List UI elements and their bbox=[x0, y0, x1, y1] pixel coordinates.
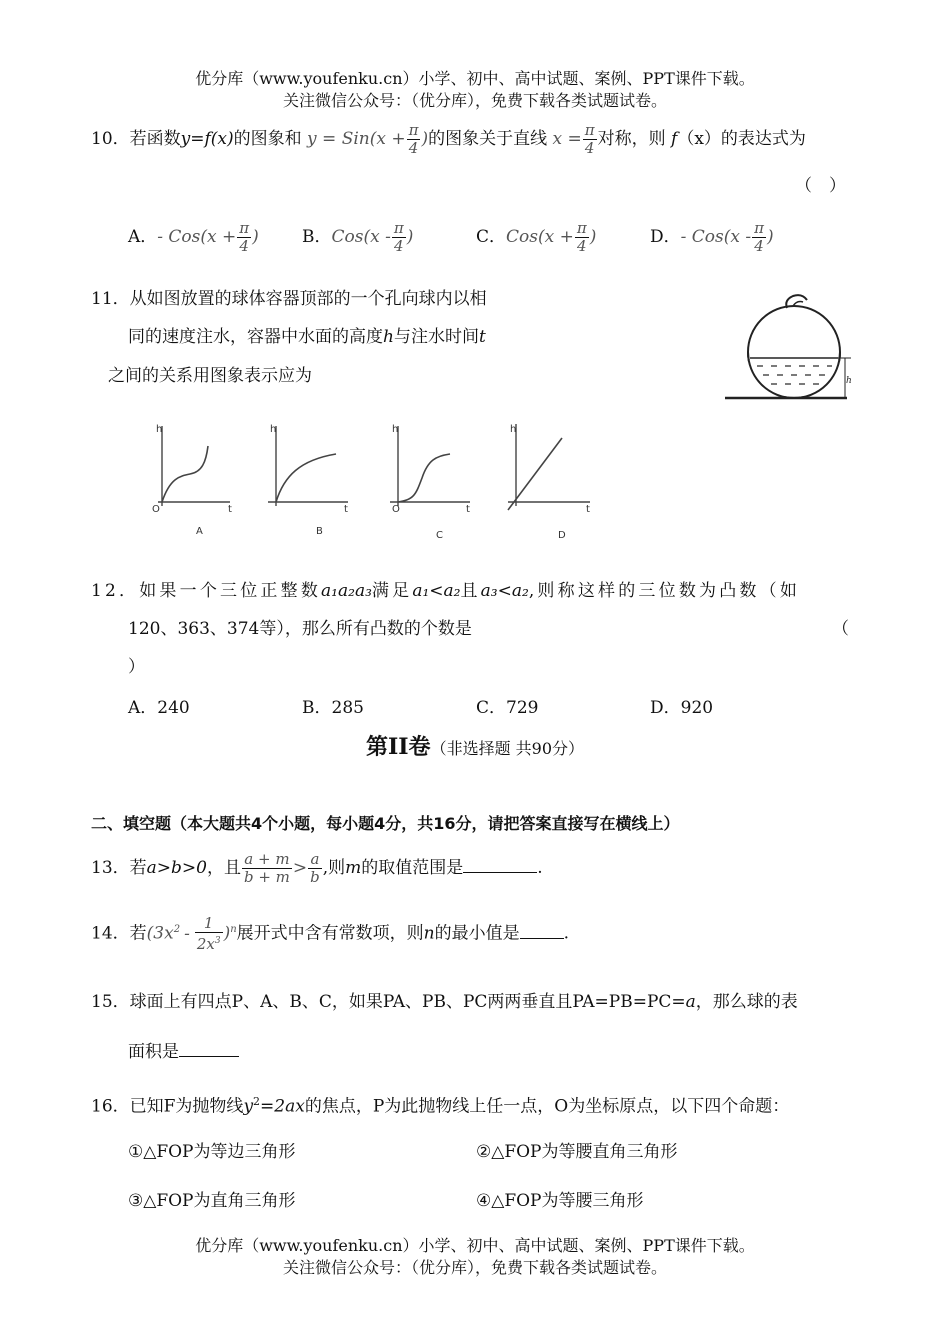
graph-b-label: B bbox=[316, 526, 323, 537]
question-13: 13．若a>b>0，且 $\frac{a + m}{b + m}$ > $\frac{a}{b}$ ,则m的取值范围是 . bbox=[91, 850, 543, 886]
vessel-h-label: h bbox=[846, 376, 852, 386]
q14-answer-blank[interactable] bbox=[520, 922, 564, 939]
q16-number: 16． bbox=[91, 1096, 130, 1117]
graph-c-origin: O bbox=[392, 504, 400, 515]
q14-number: 14． bbox=[91, 923, 130, 944]
graph-b-axis-t: t bbox=[344, 504, 348, 515]
question-10: 10．若函数y=f(x)的图象和 y = Sin(x + $\frac{\pi}{4}$ )的图象关于直线 x = $\frac{\pi}{4}$ 对称，则 f（x）的表达式为 bbox=[91, 121, 806, 157]
q16-proposition-3: ③△FOP为直角三角形 bbox=[128, 1191, 296, 1211]
footer-line-1: 优分库（www.youfenku.cn）小学、初中、高中试题、案例、PPT课件下载。 bbox=[195, 1236, 755, 1255]
question-15-line2: 面积是 bbox=[128, 1040, 239, 1064]
q13-number: 13． bbox=[91, 858, 130, 878]
q10-option-b: B．Cos(x - $\frac{\pi}{4}$ ) bbox=[302, 219, 414, 255]
question-12-line1: 12．如果一个三位正整数a₁a₂a₃满足a₁<a₂且a₃<a₂,则称这样的三位数为凸数（如 bbox=[91, 581, 801, 601]
graph-a bbox=[158, 426, 230, 506]
q10-number: 10． bbox=[91, 129, 130, 149]
q15-number: 15． bbox=[91, 992, 130, 1012]
question-11-line1: 11．从如图放置的球体容器顶部的一个孔向球内以相 bbox=[91, 289, 487, 309]
question-16: 16．已知F为抛物线$y^2=2ax$的焦点，P为此抛物线上任一点，O为坐标原点，以下四个命题： bbox=[91, 1095, 790, 1117]
q12-option-b: B．285 bbox=[302, 698, 364, 718]
fill-in-heading: 二、填空题（本大题共4个小题，每小题4分，共16分，请把答案直接写在横线上） bbox=[91, 814, 680, 833]
q12-option-d: D．920 bbox=[650, 698, 714, 718]
q13-answer-blank[interactable] bbox=[463, 856, 537, 873]
q12-option-c: C．729 bbox=[476, 698, 539, 718]
q10-option-d: D．- Cos(x - $\frac{\pi}{4}$ ) bbox=[650, 219, 774, 255]
graph-d-axis-h: h bbox=[510, 424, 517, 435]
graph-d-axis-t: t bbox=[586, 504, 590, 515]
graph-c bbox=[390, 426, 470, 506]
graph-a-axis-t: t bbox=[228, 504, 232, 515]
graph-a-origin: O bbox=[152, 504, 160, 515]
q11-number: 11． bbox=[91, 289, 130, 309]
q10-option-a: A．- Cos(x + $\frac{\pi}{4}$ ) bbox=[128, 219, 259, 255]
q12-option-a: A．240 bbox=[128, 698, 190, 718]
graph-c-label: C bbox=[436, 530, 443, 541]
q16-proposition-4: ④△FOP为等腰三角形 bbox=[476, 1191, 644, 1211]
graph-d bbox=[508, 424, 590, 510]
sphere-vessel-figure bbox=[725, 282, 860, 404]
q10-answer-paren: （ ） bbox=[795, 176, 846, 196]
q12-paren-close: ） bbox=[128, 657, 145, 677]
graph-b bbox=[268, 426, 348, 506]
q12-number: 12． bbox=[91, 581, 140, 601]
graph-d-label: D bbox=[558, 530, 566, 541]
graph-a-label: A bbox=[196, 526, 203, 537]
header-line-1: 优分库（www.youfenku.cn）小学、初中、高中试题、案例、PPT课件下载。 bbox=[195, 69, 755, 88]
q11-graph-options bbox=[140, 418, 620, 546]
question-12-line2: 120、363、374等），那么所有凸数的个数是 bbox=[128, 619, 472, 639]
graph-a-axis-h: h bbox=[156, 424, 163, 435]
q16-proposition-2: ②△FOP为等腰直角三角形 bbox=[476, 1142, 678, 1162]
graph-c-axis-h: h bbox=[392, 424, 399, 435]
graph-c-axis-t: t bbox=[466, 504, 470, 515]
q12-paren-open: （ bbox=[832, 619, 849, 639]
q15-answer-blank[interactable] bbox=[179, 1040, 239, 1057]
question-11-line2: 同的速度注水，容器中水面的高度h与注水时间t bbox=[128, 327, 486, 347]
graph-b-axis-h: h bbox=[270, 424, 277, 435]
q16-proposition-1: ①△FOP为等边三角形 bbox=[128, 1142, 296, 1162]
question-11-line3: 之间的关系用图象表示应为 bbox=[108, 366, 312, 386]
footer-line-2: 关注微信公众号：（优分库），免费下载各类试题试卷。 bbox=[282, 1258, 667, 1277]
question-14: 14．若($3x^2$ - $\frac{1}{2x^3}$ )$^n$展开式中含有常数项，则n的最小值是 . bbox=[91, 914, 570, 953]
header-line-2: 关注微信公众号：（优分库），免费下载各类试题试卷。 bbox=[282, 91, 667, 110]
q10-option-c: C．Cos(x + $\frac{\pi}{4}$ ) bbox=[476, 219, 597, 255]
question-15-line1: 15．球面上有四点P、A、B、C，如果PA、PB、PC两两垂直且PA=PB=PC=a，那么球的表 bbox=[91, 992, 798, 1012]
section-2-title: 第II卷（非选择题 共90分） bbox=[365, 734, 585, 760]
